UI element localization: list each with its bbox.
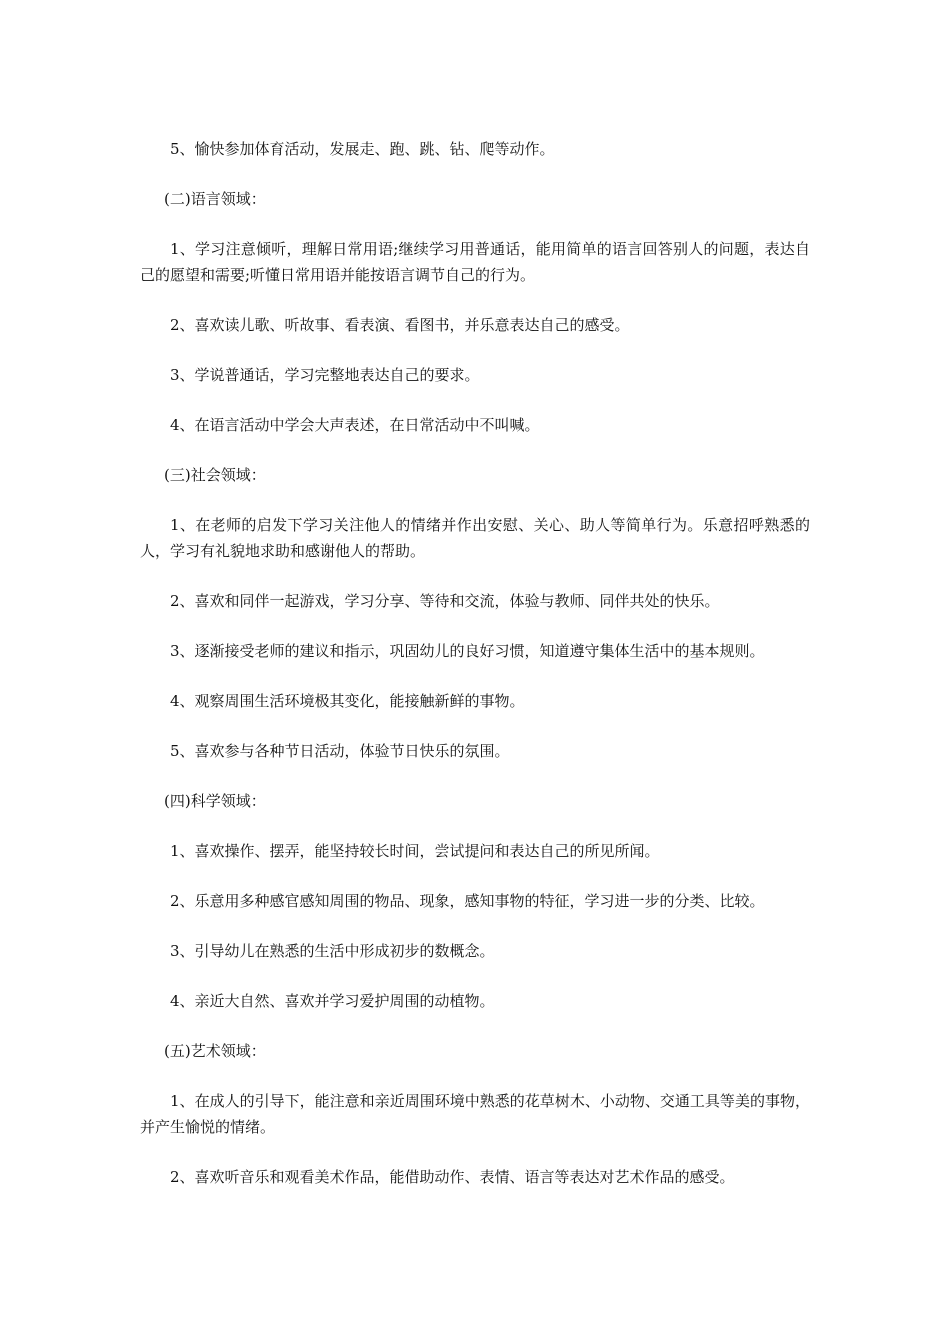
paragraph-motor-5: 5、愉快参加体育活动，发展走、跑、跳、钻、爬等动作。 [170,140,555,158]
document-body [140,136,810,1214]
paragraph-social-1: 1、在老师的启发下学习关注他人的情绪并作出安慰、关心、助人等简单行为。乐意招呼熟悉的人，学习有礼貌地求助和感谢他人的帮助。 [140,516,810,560]
paragraph-language-3: 3、学说普通话，学习完整地表达自己的要求。 [170,366,480,384]
section-heading-language: (二)语言领域： [164,190,266,208]
paragraph-language-1: 1、学习注意倾听，理解日常用语;继续学习用普通话，能用简单的语言回答别人的问题，表达自己的愿望和需要;听懂日常用语并能按语言调节自己的行为。 [140,240,810,284]
paragraph-social-2: 2、喜欢和同伴一起游戏，学习分享、等待和交流，体验与教师、同伴共处的快乐。 [170,592,720,610]
paragraph-art-2: 2、喜欢听音乐和观看美术作品，能借助动作、表情、语言等表达对艺术作品的感受。 [170,1168,735,1186]
section-heading-art: (五)艺术领域： [164,1042,266,1060]
paragraph-social-3: 3、逐渐接受老师的建议和指示，巩固幼儿的良好习惯，知道遵守集体生活中的基本规则。 [170,642,765,660]
paragraph-science-4: 4、亲近大自然、喜欢并学习爱护周围的动植物。 [170,992,495,1010]
paragraph-science-1: 1、喜欢操作、摆弄，能坚持较长时间，尝试提问和表达自己的所见所闻。 [170,842,660,860]
paragraph-science-2: 2、乐意用多种感官感知周围的物品、现象，感知事物的特征，学习进一步的分类、比较。 [170,892,765,910]
section-heading-social: (三)社会领域： [164,466,266,484]
paragraph-art-1: 1、在成人的引导下，能注意和亲近周围环境中熟悉的花草树木、小动物、交通工具等美的事物，并产生愉悦的情绪。 [140,1092,810,1136]
paragraph-science-3: 3、引导幼儿在熟悉的生活中形成初步的数概念。 [170,942,495,960]
paragraph-social-5: 5、喜欢参与各种节日活动，体验节日快乐的氛围。 [170,742,510,760]
section-heading-science: (四)科学领域： [164,792,266,810]
paragraph-language-4: 4、在语言活动中学会大声表述，在日常活动中不叫喊。 [170,416,540,434]
paragraph-language-2: 2、喜欢读儿歌、听故事、看表演、看图书，并乐意表达自己的感受。 [170,316,630,334]
paragraph-social-4: 4、观察周围生活环境极其变化，能接触新鲜的事物。 [170,692,525,710]
